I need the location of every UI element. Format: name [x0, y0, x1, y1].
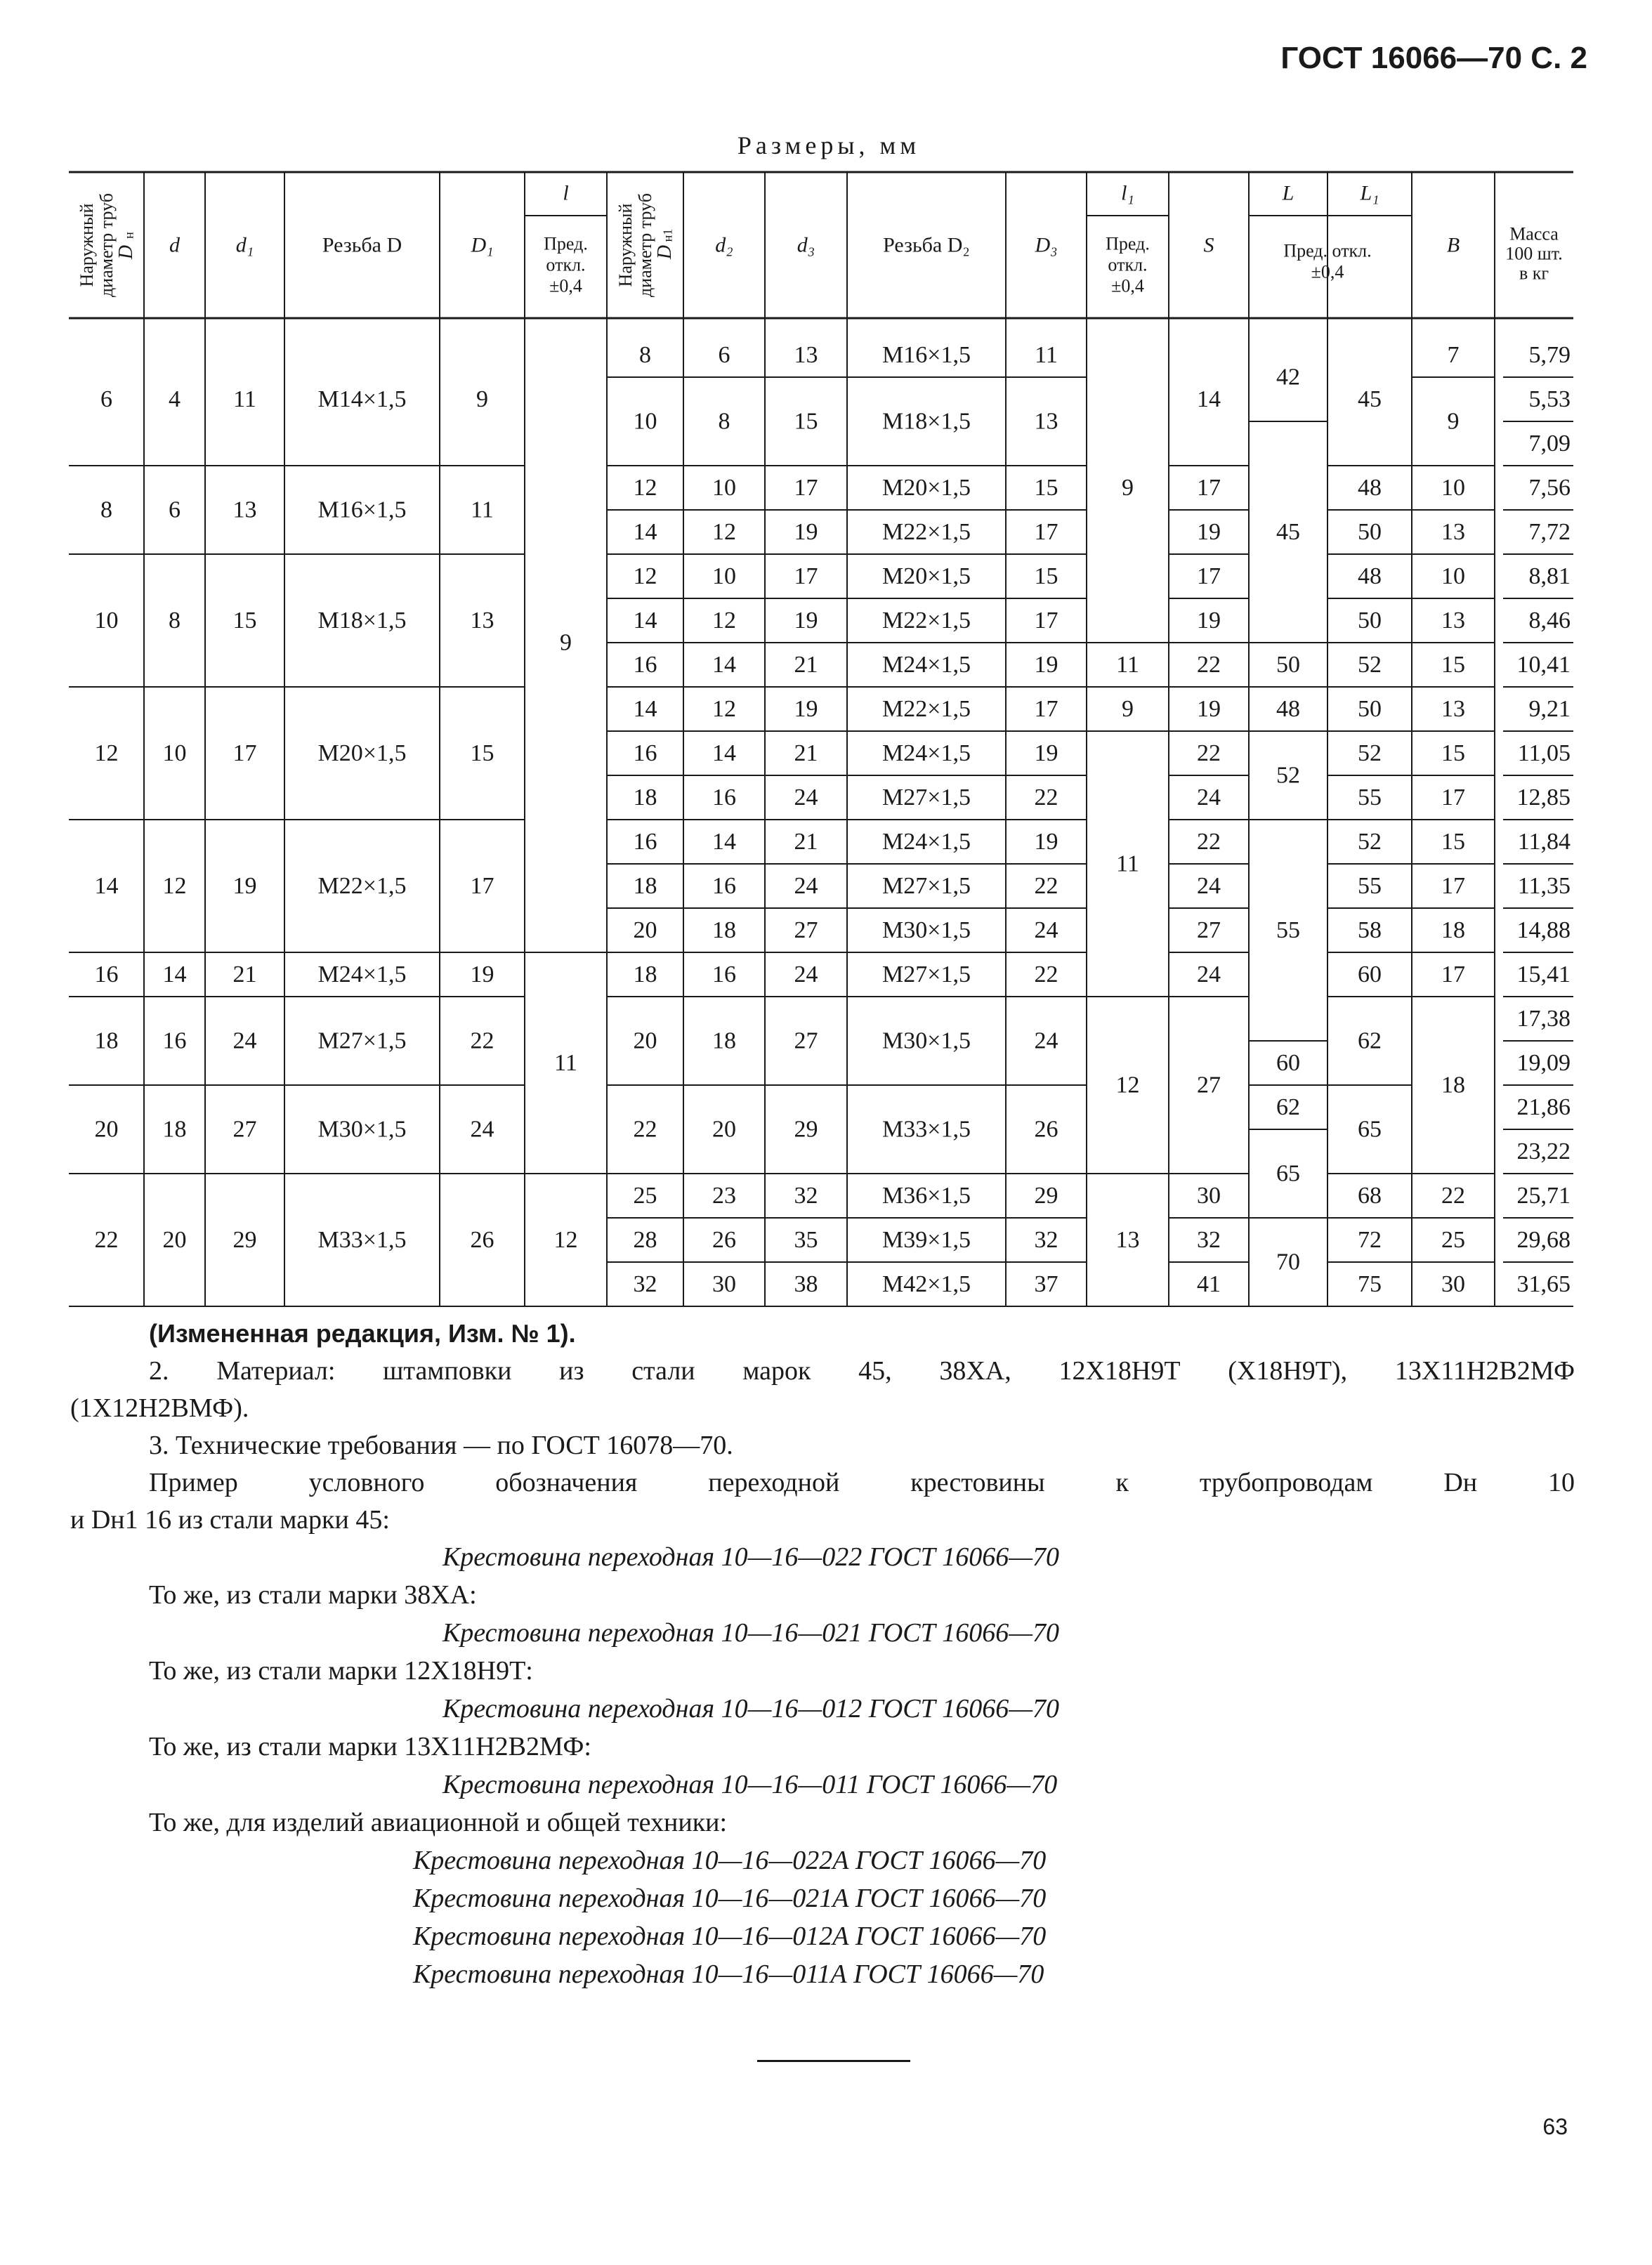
thread-d2-value: М22×1,5 — [882, 696, 971, 722]
thread-d2-value: М30×1,5 — [882, 1028, 971, 1054]
mass-value: 11,35 — [1517, 873, 1571, 899]
b-value: 7 — [1447, 342, 1460, 368]
d3-value: 35 — [794, 1227, 818, 1253]
d3-value: 24 — [794, 961, 818, 987]
d3-value: 24 — [794, 873, 818, 899]
dn1-value: 32 — [633, 1271, 657, 1297]
thread-d2-value: М22×1,5 — [882, 608, 971, 633]
s-value: 30 — [1197, 1183, 1221, 1209]
header-dn-text: Наружный — [77, 203, 97, 287]
header-l1-tol: ±0,4 — [1111, 275, 1144, 296]
d3-value: 17 — [794, 563, 818, 589]
dn1-value: 16 — [633, 740, 657, 766]
D3-value: 19 — [1034, 829, 1058, 855]
thread-d-value: М18×1,5 — [317, 608, 407, 633]
D1-value: 15 — [470, 740, 494, 766]
s-value: 19 — [1197, 519, 1221, 545]
header-L1: L₁ — [1360, 181, 1379, 205]
thread-d-value: М14×1,5 — [317, 386, 407, 412]
dn1-value: 8 — [639, 342, 651, 368]
thread-d2-value: М27×1,5 — [882, 873, 971, 899]
mass-value: 11,84 — [1517, 829, 1571, 855]
same-note-38xa: То же, из стали марки 38ХА: — [149, 1580, 477, 1610]
d-value: 6 — [169, 497, 181, 523]
d1-value: 21 — [232, 961, 257, 987]
d2-value: 6 — [718, 342, 730, 368]
thread-d2-value: М24×1,5 — [882, 829, 971, 855]
b-value: 9 — [1447, 408, 1460, 435]
L-value: 42 — [1276, 364, 1300, 390]
header-dn — [77, 193, 137, 297]
d1-value: 19 — [232, 873, 257, 899]
dn1-value: 16 — [633, 829, 657, 855]
d3-value: 27 — [794, 1028, 818, 1054]
s-value: 19 — [1197, 608, 1221, 633]
aviation-designation-022a: Крестовина переходная 10—16—022А ГОСТ 16066—70 — [413, 1846, 1047, 1875]
b-value: 30 — [1441, 1271, 1465, 1297]
header-l1-tol: Пред. — [1106, 233, 1150, 254]
d2-value: 14 — [712, 652, 736, 678]
thread-d2-value: М30×1,5 — [882, 917, 971, 943]
s-value: 14 — [1197, 386, 1221, 412]
d2-value: 30 — [712, 1271, 736, 1297]
D3-value: 15 — [1034, 475, 1058, 501]
dn-value: 18 — [94, 1028, 119, 1054]
L-value: 62 — [1276, 1094, 1300, 1120]
b-value: 13 — [1441, 608, 1465, 633]
L-value: 55 — [1276, 917, 1300, 943]
header-dn1 — [615, 193, 676, 297]
D1-value: 13 — [470, 608, 494, 633]
header-d1: d₁ — [235, 233, 254, 257]
thread-d2-value: М18×1,5 — [882, 408, 971, 435]
L1-value: 45 — [1358, 386, 1382, 412]
header-mass: Масса — [1509, 223, 1559, 244]
dn1-value: 18 — [633, 873, 657, 899]
l1-value: 13 — [1115, 1227, 1140, 1253]
L-value: 48 — [1276, 696, 1300, 722]
mass-value: 25,71 — [1516, 1183, 1571, 1209]
s-value: 24 — [1197, 873, 1221, 899]
d2-value: 8 — [718, 408, 730, 435]
header-dn1-text: D — [654, 244, 676, 260]
d3-value: 24 — [794, 784, 818, 810]
header-dn1-text: Наружный — [615, 203, 636, 287]
mass-value: 10,41 — [1516, 652, 1571, 678]
dn1-value: 10 — [633, 408, 657, 435]
L1-value: 52 — [1358, 652, 1382, 678]
d2-value: 12 — [712, 519, 736, 545]
mass-value: 7,56 — [1528, 475, 1571, 501]
D3-value: 17 — [1034, 608, 1058, 633]
L1-value: 50 — [1358, 696, 1382, 722]
d-value: 18 — [162, 1116, 187, 1143]
b-value: 22 — [1441, 1183, 1465, 1209]
D1-value: 19 — [470, 961, 494, 987]
b-value: 15 — [1441, 652, 1465, 678]
l1-value: 12 — [1115, 1072, 1140, 1098]
L1-value: 52 — [1358, 740, 1382, 766]
d2-value: 26 — [712, 1227, 736, 1253]
d3-value: 38 — [794, 1271, 818, 1297]
d-value: 20 — [162, 1227, 187, 1253]
L1-value: 48 — [1358, 563, 1382, 589]
d1-value: 13 — [232, 497, 257, 523]
L-value: 65 — [1276, 1160, 1300, 1187]
s-value: 24 — [1197, 784, 1221, 810]
b-value: 18 — [1441, 917, 1465, 943]
s-value: 41 — [1197, 1271, 1221, 1297]
d3-value: 21 — [794, 829, 818, 855]
header-l-tol: ±0,4 — [549, 275, 582, 296]
d3-value: 19 — [794, 608, 818, 633]
page-number: 63 — [1542, 2114, 1568, 2139]
b-value: 17 — [1441, 784, 1465, 810]
mass-value: 21,86 — [1516, 1094, 1571, 1120]
s-value: 17 — [1197, 475, 1221, 501]
D1-value: 9 — [476, 386, 488, 412]
thread-d2-value: М20×1,5 — [882, 563, 971, 589]
d-value: 8 — [169, 608, 181, 633]
D3-value: 29 — [1034, 1183, 1058, 1209]
mass-value: 14,88 — [1516, 917, 1571, 943]
mass-value: 9,21 — [1528, 696, 1571, 722]
dn-value: 16 — [94, 961, 119, 987]
d3-value: 19 — [794, 519, 818, 545]
mass-value: 29,68 — [1516, 1227, 1571, 1253]
d3-value: 19 — [794, 696, 818, 722]
dn1-value: 22 — [633, 1116, 657, 1143]
d1-value: 15 — [232, 608, 257, 633]
s-value: 27 — [1197, 1072, 1221, 1098]
d2-value: 10 — [712, 563, 736, 589]
d3-value: 32 — [794, 1183, 818, 1209]
tech-requirements: 3. Технические требования — по ГОСТ 16078—70. — [149, 1431, 733, 1460]
D3-value: 32 — [1034, 1227, 1058, 1253]
mass-value: 19,09 — [1516, 1050, 1571, 1076]
thread-d-value: М27×1,5 — [317, 1028, 407, 1054]
example-line-1: Пример условного обозначения переходной крестовины к трубопроводам Dн 10 — [149, 1468, 1575, 1497]
same-note-12x18: То же, из стали марки 12Х18Н9Т: — [149, 1656, 533, 1686]
dn1-value: 14 — [633, 696, 657, 722]
d2-value: 20 — [712, 1116, 736, 1143]
d2-value: 18 — [712, 1028, 736, 1054]
L-value: 60 — [1276, 1050, 1300, 1076]
d-value: 10 — [162, 740, 187, 766]
mass-value: 7,72 — [1528, 519, 1571, 545]
d1-value: 24 — [232, 1028, 257, 1054]
header-L: L — [1282, 181, 1294, 205]
d3-value: 27 — [794, 917, 818, 943]
thread-d2-value: М24×1,5 — [882, 740, 971, 766]
L1-value: 48 — [1358, 475, 1382, 501]
D1-value: 17 — [470, 873, 494, 899]
s-value: 27 — [1197, 917, 1221, 943]
D3-value: 19 — [1034, 652, 1058, 678]
L-value: 52 — [1276, 762, 1300, 789]
d2-value: 18 — [712, 917, 736, 943]
aviation-designation-012a: Крестовина переходная 10—16—012А ГОСТ 16066—70 — [413, 1922, 1047, 1951]
L1-value: 72 — [1358, 1227, 1382, 1253]
header-b: B — [1446, 233, 1460, 257]
d-value: 16 — [162, 1028, 187, 1054]
dn1-value: 12 — [633, 475, 657, 501]
material-line-1: 2. Материал: штамповки из стали марок 45, 38ХА, 12Х18Н9Т (Х18Н9Т), 13Х11Н2В2МФ — [149, 1356, 1575, 1386]
L1-value: 50 — [1358, 519, 1382, 545]
D3-value: 19 — [1034, 740, 1058, 766]
thread-d2-value: М20×1,5 — [882, 475, 971, 501]
b-value: 10 — [1441, 563, 1465, 589]
d2-value: 16 — [712, 961, 736, 987]
b-value: 13 — [1441, 519, 1465, 545]
header-dn1-text: диаметр труб — [635, 192, 655, 298]
thread-d-value: М30×1,5 — [317, 1116, 407, 1143]
header-D1: D₁ — [471, 233, 494, 257]
d-value: 12 — [162, 873, 187, 899]
b-value: 15 — [1441, 829, 1465, 855]
b-value: 17 — [1441, 961, 1465, 987]
designation-022: Крестовина переходная 10—16—022 ГОСТ 16066—70 — [442, 1542, 1060, 1572]
header-l-tol: откл. — [546, 254, 586, 275]
b-value: 25 — [1441, 1227, 1465, 1253]
d3-value: 21 — [794, 652, 818, 678]
dn-value: 6 — [100, 386, 112, 412]
D3-value: 17 — [1034, 696, 1058, 722]
dn-value: 12 — [94, 740, 119, 766]
header-l: l — [563, 181, 569, 205]
s-value: 32 — [1197, 1227, 1221, 1253]
l-value: 9 — [560, 629, 572, 656]
d-value: 14 — [162, 961, 187, 987]
d2-value: 16 — [712, 784, 736, 810]
header-thread-d: Резьба D — [322, 233, 402, 257]
L1-value: 62 — [1358, 1028, 1382, 1054]
d2-value: 10 — [712, 475, 736, 501]
document-code: ГОСТ 16066—70 С. 2 — [1280, 41, 1587, 75]
header-dn1-text: н1 — [660, 228, 675, 242]
dn-value: 10 — [94, 608, 119, 633]
dn-value: 14 — [94, 873, 119, 899]
thread-d2-value: М27×1,5 — [882, 784, 971, 810]
D3-value: 22 — [1034, 961, 1058, 987]
thread-d2-value: М39×1,5 — [882, 1227, 971, 1253]
s-value: 22 — [1197, 829, 1221, 855]
header-d3: d₃ — [796, 233, 815, 257]
header-d: d — [169, 233, 180, 257]
aviation-designation-011a: Крестовина переходная 10—16—011А ГОСТ 16066—70 — [413, 1959, 1044, 1989]
thread-d2-value: М33×1,5 — [882, 1116, 971, 1143]
D1-value: 22 — [470, 1028, 494, 1054]
header-dn-text: диаметр труб — [96, 192, 117, 298]
mass-value: 31,65 — [1516, 1271, 1571, 1297]
l-value: 11 — [554, 1050, 577, 1076]
mass-value: 12,85 — [1516, 784, 1571, 810]
s-value: 22 — [1197, 652, 1221, 678]
header-l1-tol: откл. — [1108, 254, 1148, 275]
D3-value: 15 — [1034, 563, 1058, 589]
mass-value: 23,22 — [1516, 1138, 1571, 1164]
dn1-value: 20 — [633, 1028, 657, 1054]
D3-value: 22 — [1034, 784, 1058, 810]
thread-d-value: М33×1,5 — [317, 1227, 407, 1253]
l-value: 12 — [553, 1227, 578, 1253]
mass-value: 5,53 — [1528, 386, 1571, 412]
example-line-2: и Dн1 16 из стали марки 45: — [70, 1505, 390, 1535]
d3-value: 13 — [794, 342, 818, 368]
thread-d-value: М20×1,5 — [317, 740, 407, 766]
thread-d-value: М24×1,5 — [317, 961, 407, 987]
d1-value: 27 — [232, 1116, 257, 1143]
d-value: 4 — [169, 386, 181, 412]
d1-value: 29 — [232, 1227, 257, 1253]
d3-value: 29 — [794, 1116, 818, 1143]
dn1-value: 20 — [633, 917, 657, 943]
amendment-note: (Измененная редакция, Изм. № 1). — [149, 1319, 576, 1348]
thread-d2-value: М24×1,5 — [882, 652, 971, 678]
L1-value: 68 — [1358, 1183, 1382, 1209]
thread-d2-value: М42×1,5 — [882, 1271, 971, 1297]
header-mass: в кг — [1519, 263, 1549, 284]
l1-value: 11 — [1116, 652, 1139, 678]
header-s: S — [1203, 233, 1214, 257]
s-value: 22 — [1197, 740, 1221, 766]
d2-value: 12 — [712, 608, 736, 633]
s-value: 19 — [1197, 696, 1221, 722]
header-D3: D₃ — [1035, 233, 1058, 257]
L1-value: 50 — [1358, 608, 1382, 633]
dn1-value: 16 — [633, 652, 657, 678]
l1-value: 9 — [1122, 696, 1134, 722]
D3-value: 24 — [1034, 917, 1058, 943]
L1-value: 75 — [1358, 1271, 1382, 1297]
mass-value: 5,79 — [1528, 342, 1571, 368]
l1-value: 9 — [1122, 475, 1134, 501]
d3-value: 15 — [794, 408, 818, 435]
D1-value: 24 — [470, 1116, 494, 1143]
dn1-value: 14 — [633, 519, 657, 545]
mass-value: 8,81 — [1528, 563, 1571, 589]
material-line-2: (1Х12Н2ВМФ). — [70, 1393, 249, 1423]
L-value: 70 — [1276, 1249, 1300, 1275]
d3-value: 21 — [794, 740, 818, 766]
L1-value: 52 — [1358, 829, 1382, 855]
thread-d2-value: М22×1,5 — [882, 519, 971, 545]
header-mass: 100 шт. — [1505, 243, 1563, 264]
D3-value: 22 — [1034, 873, 1058, 899]
D3-value: 37 — [1034, 1271, 1058, 1297]
end-rule — [757, 2060, 910, 2062]
d2-value: 12 — [712, 696, 736, 722]
s-value: 17 — [1197, 563, 1221, 589]
D1-value: 11 — [471, 497, 494, 523]
mass-value: 15,41 — [1516, 961, 1571, 987]
dn1-value: 25 — [633, 1183, 657, 1209]
L-value: 50 — [1276, 652, 1300, 678]
thread-d-value: М22×1,5 — [317, 873, 407, 899]
D3-value: 24 — [1034, 1028, 1058, 1054]
designation-011: Крестовина переходная 10—16—011 ГОСТ 16066—70 — [442, 1770, 1058, 1799]
b-value: 15 — [1441, 740, 1465, 766]
D3-value: 26 — [1034, 1116, 1058, 1143]
same-note-13x11: То же, из стали марки 13Х11Н2В2МФ: — [149, 1732, 591, 1761]
thread-d2-value: М16×1,5 — [882, 342, 971, 368]
b-value: 18 — [1441, 1072, 1465, 1098]
L1-value: 55 — [1358, 784, 1382, 810]
dn-value: 8 — [100, 497, 112, 523]
L1-value: 65 — [1358, 1116, 1382, 1143]
dn-value: 22 — [94, 1227, 119, 1253]
L1-value: 55 — [1358, 873, 1382, 899]
designation-012: Крестовина переходная 10—16—012 ГОСТ 16066—70 — [442, 1694, 1060, 1724]
thread-d2-value: М27×1,5 — [882, 961, 971, 987]
header-d2: d₂ — [715, 233, 733, 257]
header-dn-text: н — [122, 232, 136, 239]
d2-value: 16 — [712, 873, 736, 899]
header-thread-d2: Резьба D₂ — [883, 233, 970, 257]
d2-value: 14 — [712, 740, 736, 766]
same-note-aviation: То же, для изделий авиационной и общей техники: — [149, 1808, 728, 1837]
mass-value: 8,46 — [1528, 608, 1571, 633]
b-value: 13 — [1441, 696, 1465, 722]
header-l-tol: Пред. — [544, 233, 588, 254]
thread-d-value: М16×1,5 — [317, 497, 407, 523]
thread-d2-value: М36×1,5 — [882, 1183, 971, 1209]
d1-value: 11 — [233, 386, 256, 412]
s-value: 24 — [1197, 961, 1221, 987]
dn1-value: 28 — [633, 1227, 657, 1253]
units-caption: Размеры, мм — [737, 131, 921, 159]
header-LL1-tol: ±0,4 — [1311, 261, 1344, 282]
d3-value: 17 — [794, 475, 818, 501]
d2-value: 14 — [712, 829, 736, 855]
header-dn-text: D — [115, 244, 137, 260]
D3-value: 11 — [1035, 342, 1058, 368]
D3-value: 13 — [1034, 408, 1058, 435]
dn1-value: 18 — [633, 784, 657, 810]
header-l1: l₁ — [1121, 181, 1134, 205]
L1-value: 58 — [1358, 917, 1382, 943]
aviation-designation-021a: Крестовина переходная 10—16—021А ГОСТ 16066—70 — [413, 1884, 1047, 1913]
designation-021: Крестовина переходная 10—16—021 ГОСТ 16066—70 — [442, 1618, 1060, 1648]
d1-value: 17 — [232, 740, 257, 766]
mass-value: 7,09 — [1528, 431, 1571, 457]
D1-value: 26 — [470, 1227, 494, 1253]
mass-value: 17,38 — [1516, 1006, 1571, 1032]
L1-value: 60 — [1358, 961, 1382, 987]
header-LL1-tol: Пред. откл. — [1283, 240, 1372, 261]
dn1-value: 12 — [633, 563, 657, 589]
L-value: 45 — [1276, 519, 1300, 545]
dn-value: 20 — [94, 1116, 119, 1143]
l1-value: 11 — [1116, 851, 1139, 877]
b-value: 17 — [1441, 873, 1465, 899]
d2-value: 23 — [712, 1183, 736, 1209]
mass-value: 11,05 — [1517, 740, 1571, 766]
b-value: 10 — [1441, 475, 1465, 501]
dn1-value: 14 — [633, 608, 657, 633]
dn1-value: 18 — [633, 961, 657, 987]
D3-value: 17 — [1034, 519, 1058, 545]
